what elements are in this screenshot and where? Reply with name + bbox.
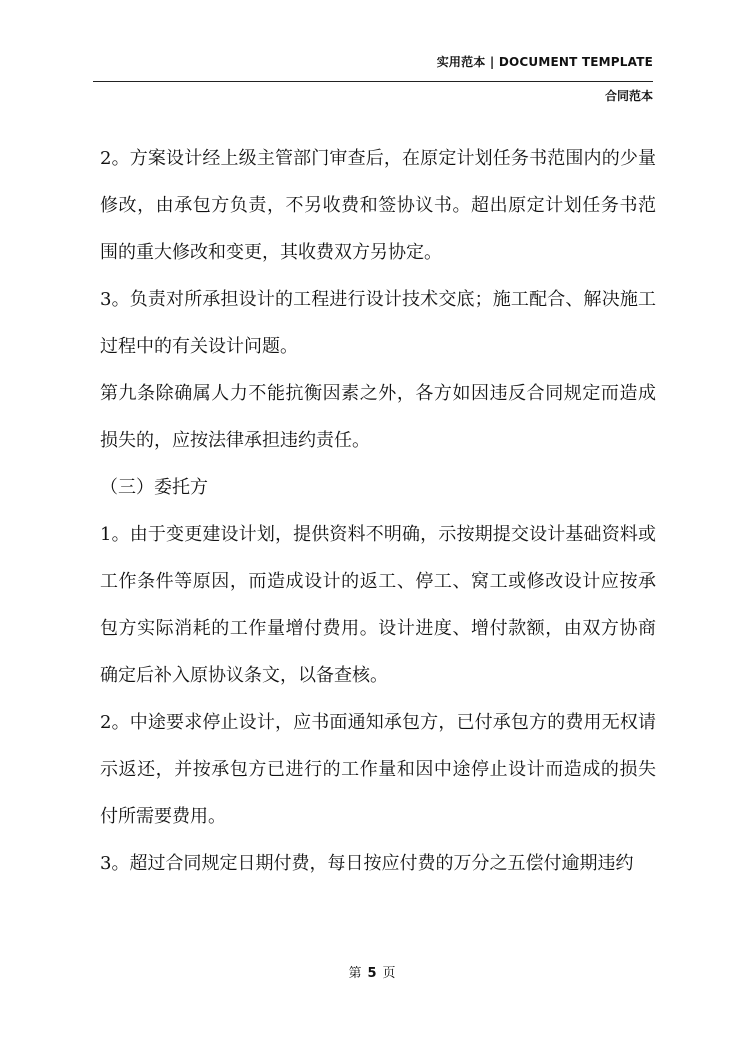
- paragraph: 2。方案设计经上级主管部门审查后，在原定计划任务书范围内的少量修改，由承包方负责，不另收费和签协议书。超出原定计划任务书范围的重大修改和变更，其收费双方另协定。: [100, 148, 656, 263]
- paragraph: 第九条除确属人力不能抗衡因素之外，各方如因违反合同规定而造成损失的，应按法律承担违约责任。: [100, 383, 656, 451]
- paragraph: 2。中途要求停止设计，应书面通知承包方，已付承包方的费用无权请示返还，并按承包方已进行的工作量和因中途停止设计而造成的损失付所需要费用。: [100, 712, 656, 827]
- header-divider: [93, 81, 653, 82]
- document-body: [100, 135, 656, 887]
- header-title: 实用范本 | DOCUMENT TEMPLATE: [436, 55, 653, 69]
- page-footer: [0, 962, 744, 981]
- paragraph: 3。超过合同规定日期付费，每日按应付费的万分之五偿付逾期违约: [100, 853, 634, 874]
- section-heading: （三）委托方: [100, 477, 208, 498]
- page-number: 5: [367, 966, 377, 981]
- page-suffix: 页: [382, 966, 396, 981]
- paragraph: 1。由于变更建设计划，提供资料不明确，示按期提交设计基础资料或工作条件等原因，而造成设计的返工、停工、窝工或修改设计应按承包方实际消耗的工作量增付费用。设计进度、增付款额，由双方协商确定后补入原协议条文，以备查核。: [100, 524, 656, 686]
- header-subtitle: 合同范本: [604, 89, 653, 103]
- page-prefix: 第: [348, 966, 362, 981]
- paragraph: 3。负责对所承担设计的工程进行设计技术交底；施工配合、解决施工过程中的有关设计问题。: [100, 289, 656, 357]
